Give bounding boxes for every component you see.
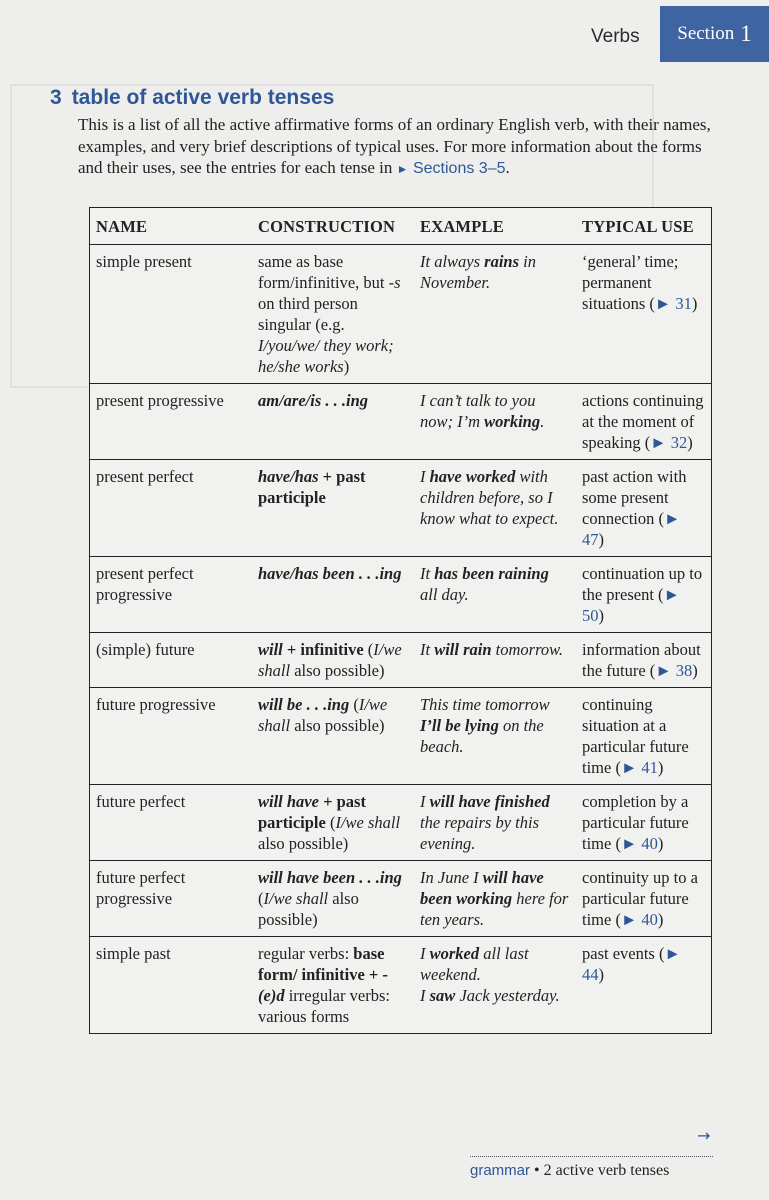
example-cell: In June I will have been working here for ten years. xyxy=(414,861,576,937)
example-cell: I have worked with children before, so I know what to expect. xyxy=(414,460,576,557)
footer-page-ref: 2 xyxy=(543,1162,552,1179)
construction-cell: will have been . . .ing (I/we shall also possible) xyxy=(252,861,414,937)
running-header: Verbs xyxy=(591,26,640,47)
table-row xyxy=(90,785,712,861)
sections-link-text: Sections 3–5 xyxy=(412,160,506,177)
section-label: Section xyxy=(677,23,735,44)
intro-text: This is a list of all the active affirmative forms of an ordinary English verb, with their names, examples, and very brief descriptions of typical uses. For more information about the forms and their uses, see the entries for each tense in xyxy=(78,115,711,177)
typical-use-cell: actions continuing at the moment of speaking (► 32) xyxy=(576,384,712,460)
construction-cell: regular verbs: base form/ infinitive + -(e)d irregular verbs: various forms xyxy=(252,937,414,1034)
table-row xyxy=(90,460,712,557)
typical-use-cell: ‘general’ time; permanent situations (► 31) xyxy=(576,245,712,384)
construction-cell: will + infinitive (I/we shall also possible) xyxy=(252,633,414,688)
footer-separator: • xyxy=(534,1162,540,1179)
table-row xyxy=(90,245,712,384)
typical-use-cell: information about the future (► 38) xyxy=(576,633,712,688)
footer-rule xyxy=(470,1156,713,1157)
verb-tense-table xyxy=(89,207,712,1034)
example-cell: I can’t talk to you now; I’m working. xyxy=(414,384,576,460)
construction-cell: have/has been . . .ing xyxy=(252,557,414,633)
column-header: TYPICAL USE xyxy=(576,208,712,245)
section-heading xyxy=(50,86,334,110)
column-header: NAME xyxy=(90,208,253,245)
name-cell: future perfect progressive xyxy=(90,861,253,937)
name-cell: present progressive xyxy=(90,384,253,460)
column-header: CONSTRUCTION xyxy=(252,208,414,245)
example-cell: It has been raining all day. xyxy=(414,557,576,633)
intro-end: . xyxy=(505,158,510,177)
footer-page-title: active verb tenses xyxy=(555,1162,670,1179)
typical-use-cell: continuing situation at a particular future time (► 41) xyxy=(576,688,712,785)
section-tab xyxy=(660,6,769,62)
construction-cell: same as base form/infinitive, but -s on third person singular (e.g. I/you/we/ they work; he/she works) xyxy=(252,245,414,384)
construction-cell: will be . . .ing (I/we shall also possible) xyxy=(252,688,414,785)
name-cell: present perfect xyxy=(90,460,253,557)
intro-paragraph xyxy=(78,114,718,181)
example-cell: It always rains in November. xyxy=(414,245,576,384)
example-cell: It will rain tomorrow. xyxy=(414,633,576,688)
column-header: EXAMPLE xyxy=(414,208,576,245)
name-cell: simple present xyxy=(90,245,253,384)
triangle-pointer-icon: ► xyxy=(396,162,409,176)
sections-link[interactable] xyxy=(397,160,506,177)
table-row xyxy=(90,633,712,688)
heading-number: 3 xyxy=(50,86,62,109)
table-row xyxy=(90,937,712,1034)
continue-arrow-icon: → xyxy=(697,1126,711,1145)
table-row xyxy=(90,861,712,937)
example-cell: I worked all last weekend. I saw Jack yesterday. xyxy=(414,937,576,1034)
name-cell: future perfect xyxy=(90,785,253,861)
construction-cell: am/are/is . . .ing xyxy=(252,384,414,460)
name-cell: (simple) future xyxy=(90,633,253,688)
typical-use-cell: continuity up to a particular future time (► 40) xyxy=(576,861,712,937)
table-row xyxy=(90,384,712,460)
heading-title: table of active verb tenses xyxy=(71,86,335,109)
example-cell: I will have finished the repairs by this evening. xyxy=(414,785,576,861)
name-cell: simple past xyxy=(90,937,253,1034)
table-row xyxy=(90,557,712,633)
example-cell: This time tomorrow I’ll be lying on the beach. xyxy=(414,688,576,785)
typical-use-cell: past action with some present connection (► 47) xyxy=(576,460,712,557)
table-body xyxy=(90,245,712,1034)
section-number: 1 xyxy=(740,21,752,46)
page-footer xyxy=(470,1162,669,1180)
footer-section: grammar xyxy=(470,1162,531,1179)
typical-use-cell: continuation up to the present (► 50) xyxy=(576,557,712,633)
typical-use-cell: completion by a particular future time (► 40) xyxy=(576,785,712,861)
construction-cell: have/has + past participle xyxy=(252,460,414,557)
typical-use-cell: past events (► 44) xyxy=(576,937,712,1034)
table-row xyxy=(90,688,712,785)
table-header-row xyxy=(90,208,712,245)
name-cell: present perfect progressive xyxy=(90,557,253,633)
name-cell: future progressive xyxy=(90,688,253,785)
construction-cell: will have + past participle (I/we shall also possible) xyxy=(252,785,414,861)
